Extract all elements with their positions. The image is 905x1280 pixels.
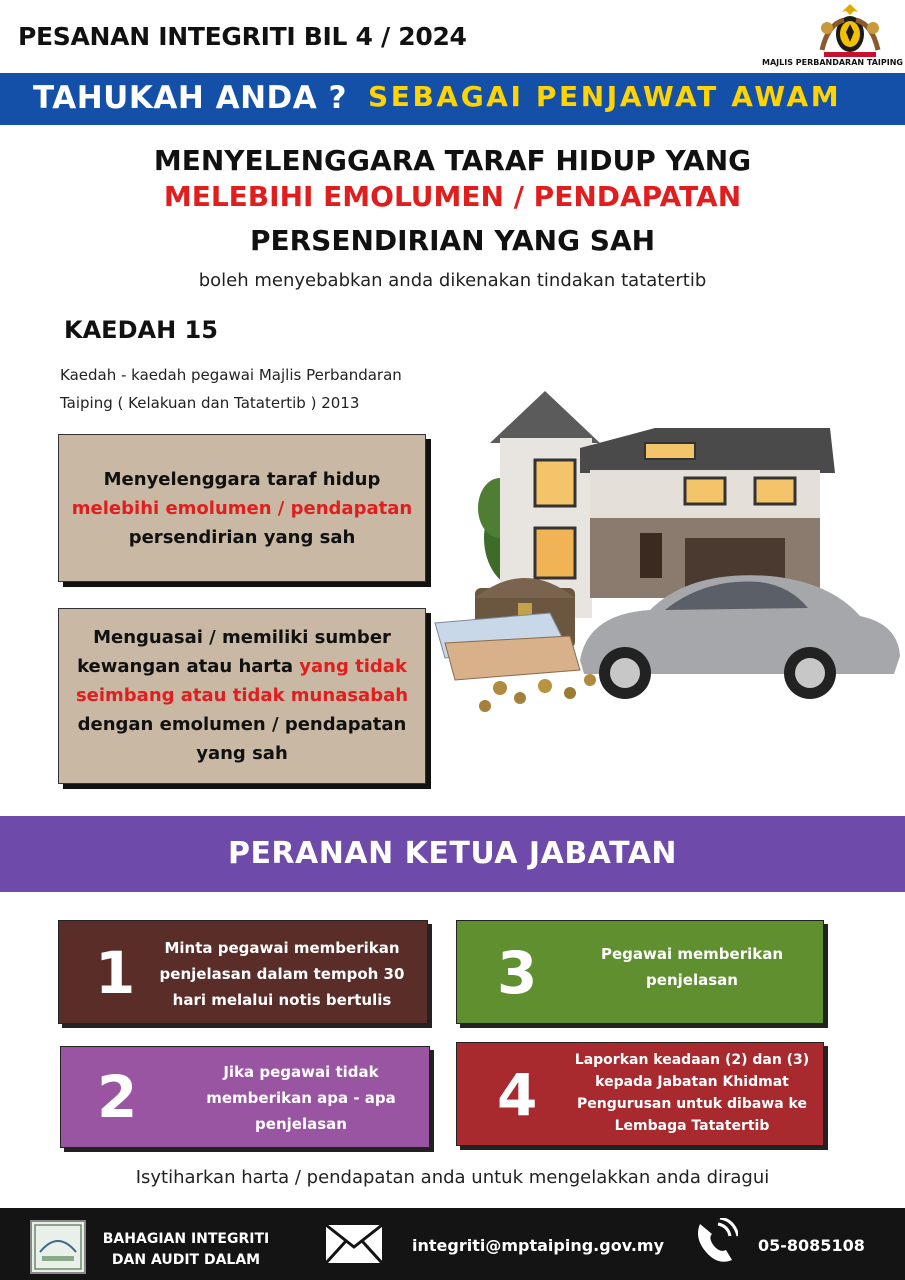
phone-icon	[694, 1218, 738, 1264]
rule-box-2-line-2b: yang tidak	[299, 656, 407, 677]
step-2-line-3: penjelasan	[255, 1115, 347, 1133]
step-2-line-1: Jika pegawai tidak	[223, 1063, 379, 1081]
step-1-number: 1	[95, 939, 136, 1007]
footer-dept-line-2: DAN AUDIT DALAM	[111, 1252, 261, 1268]
footer-email[interactable]: integriti@mptaiping.gov.my	[412, 1236, 664, 1255]
kaedah-description-line-1: Kaedah - kaedah pegawai Majlis Perbandaran	[60, 366, 402, 384]
rule-box-2-line-4: dengan emolumen / pendapatan	[77, 714, 407, 735]
step-3-line-2: penjelasan	[646, 971, 738, 989]
page-title: PESANAN INTEGRITI BIL 4 / 2024	[18, 22, 467, 51]
rule-box-2-line-2a: kewangan atau harta	[77, 656, 300, 677]
step-4-line-4: Lembaga Tatatertib	[614, 1118, 770, 1134]
rule-box-1	[58, 434, 426, 582]
step-4-line-3: Pengurusan untuk dibawa ke	[577, 1096, 807, 1112]
headline-line-2: MELEBIHI EMOLUMEN / PENDAPATAN	[163, 180, 742, 213]
footer-phone[interactable]: 05-8085108	[758, 1236, 865, 1255]
step-card-2	[60, 1046, 430, 1148]
step-1-line-2: penjelasan dalam tempoh 30	[159, 965, 405, 983]
step-1-line-3: hari melalui notis bertulis	[172, 991, 392, 1009]
rule-box-1-line-1: Menyelenggara taraf hidup	[103, 469, 381, 490]
step-4-line-1: Laporkan keadaan (2) dan (3)	[574, 1052, 810, 1068]
envelope-icon	[324, 1223, 384, 1265]
step-card-4	[456, 1042, 824, 1146]
kaedah-title: KAEDAH 15	[64, 316, 218, 344]
step-3-number: 3	[497, 939, 538, 1007]
step-1-line-1: Minta pegawai memberikan	[164, 939, 400, 957]
step-2-number: 2	[97, 1063, 138, 1131]
footer-dept-line-1: BAHAGIAN INTEGRITI	[102, 1231, 270, 1247]
step-2-line-2: memberikan apa - apa	[206, 1089, 396, 1107]
footer-note: Isytiharkan harta / pendapatan anda untuk mengelakkan anda diragui	[135, 1167, 770, 1188]
step-4-number: 4	[497, 1061, 538, 1129]
rule-box-2-line-3: seimbang atau tidak munasabah	[75, 685, 409, 706]
rule-box-2-line-1: Menguasai / memiliki sumber	[93, 627, 391, 648]
house-car-money-illustration	[430, 388, 905, 718]
rule-box-2	[58, 608, 426, 784]
headline-line-3: PERSENDIRIAN YANG SAH	[249, 224, 656, 257]
step-4-line-2: kepada Jabatan Khidmat	[595, 1074, 789, 1090]
rule-box-2-line-5: yang sah	[196, 743, 288, 764]
headline-subtitle: boleh menyebabkan anda dikenakan tindakan tatatertib	[198, 270, 707, 291]
step-card-3	[456, 920, 824, 1024]
rule-box-1-line-3: persendirian yang sah	[128, 527, 356, 548]
banner-subject: SEBAGAI PENJAWAT AWAM	[368, 80, 842, 113]
biad-logo	[30, 1220, 86, 1274]
kaedah-description-line-2: Taiping ( Kelakuan dan Tatatertib ) 2013	[60, 394, 360, 412]
rule-box-1-line-2: melebihi emolumen / pendapatan	[71, 498, 413, 519]
peranan-title: PERANAN KETUA JABATAN	[227, 836, 678, 871]
banner-question: TAHUKAH ANDA ?	[33, 80, 348, 116]
step-card-1	[58, 920, 428, 1024]
step-3-line-1: Pegawai memberikan	[600, 945, 784, 963]
logo-caption: MAJLIS PERBANDARAN TAIPING	[762, 58, 903, 67]
headline-line-1: MENYELENGGARA TARAF HIDUP YANG	[153, 144, 752, 177]
